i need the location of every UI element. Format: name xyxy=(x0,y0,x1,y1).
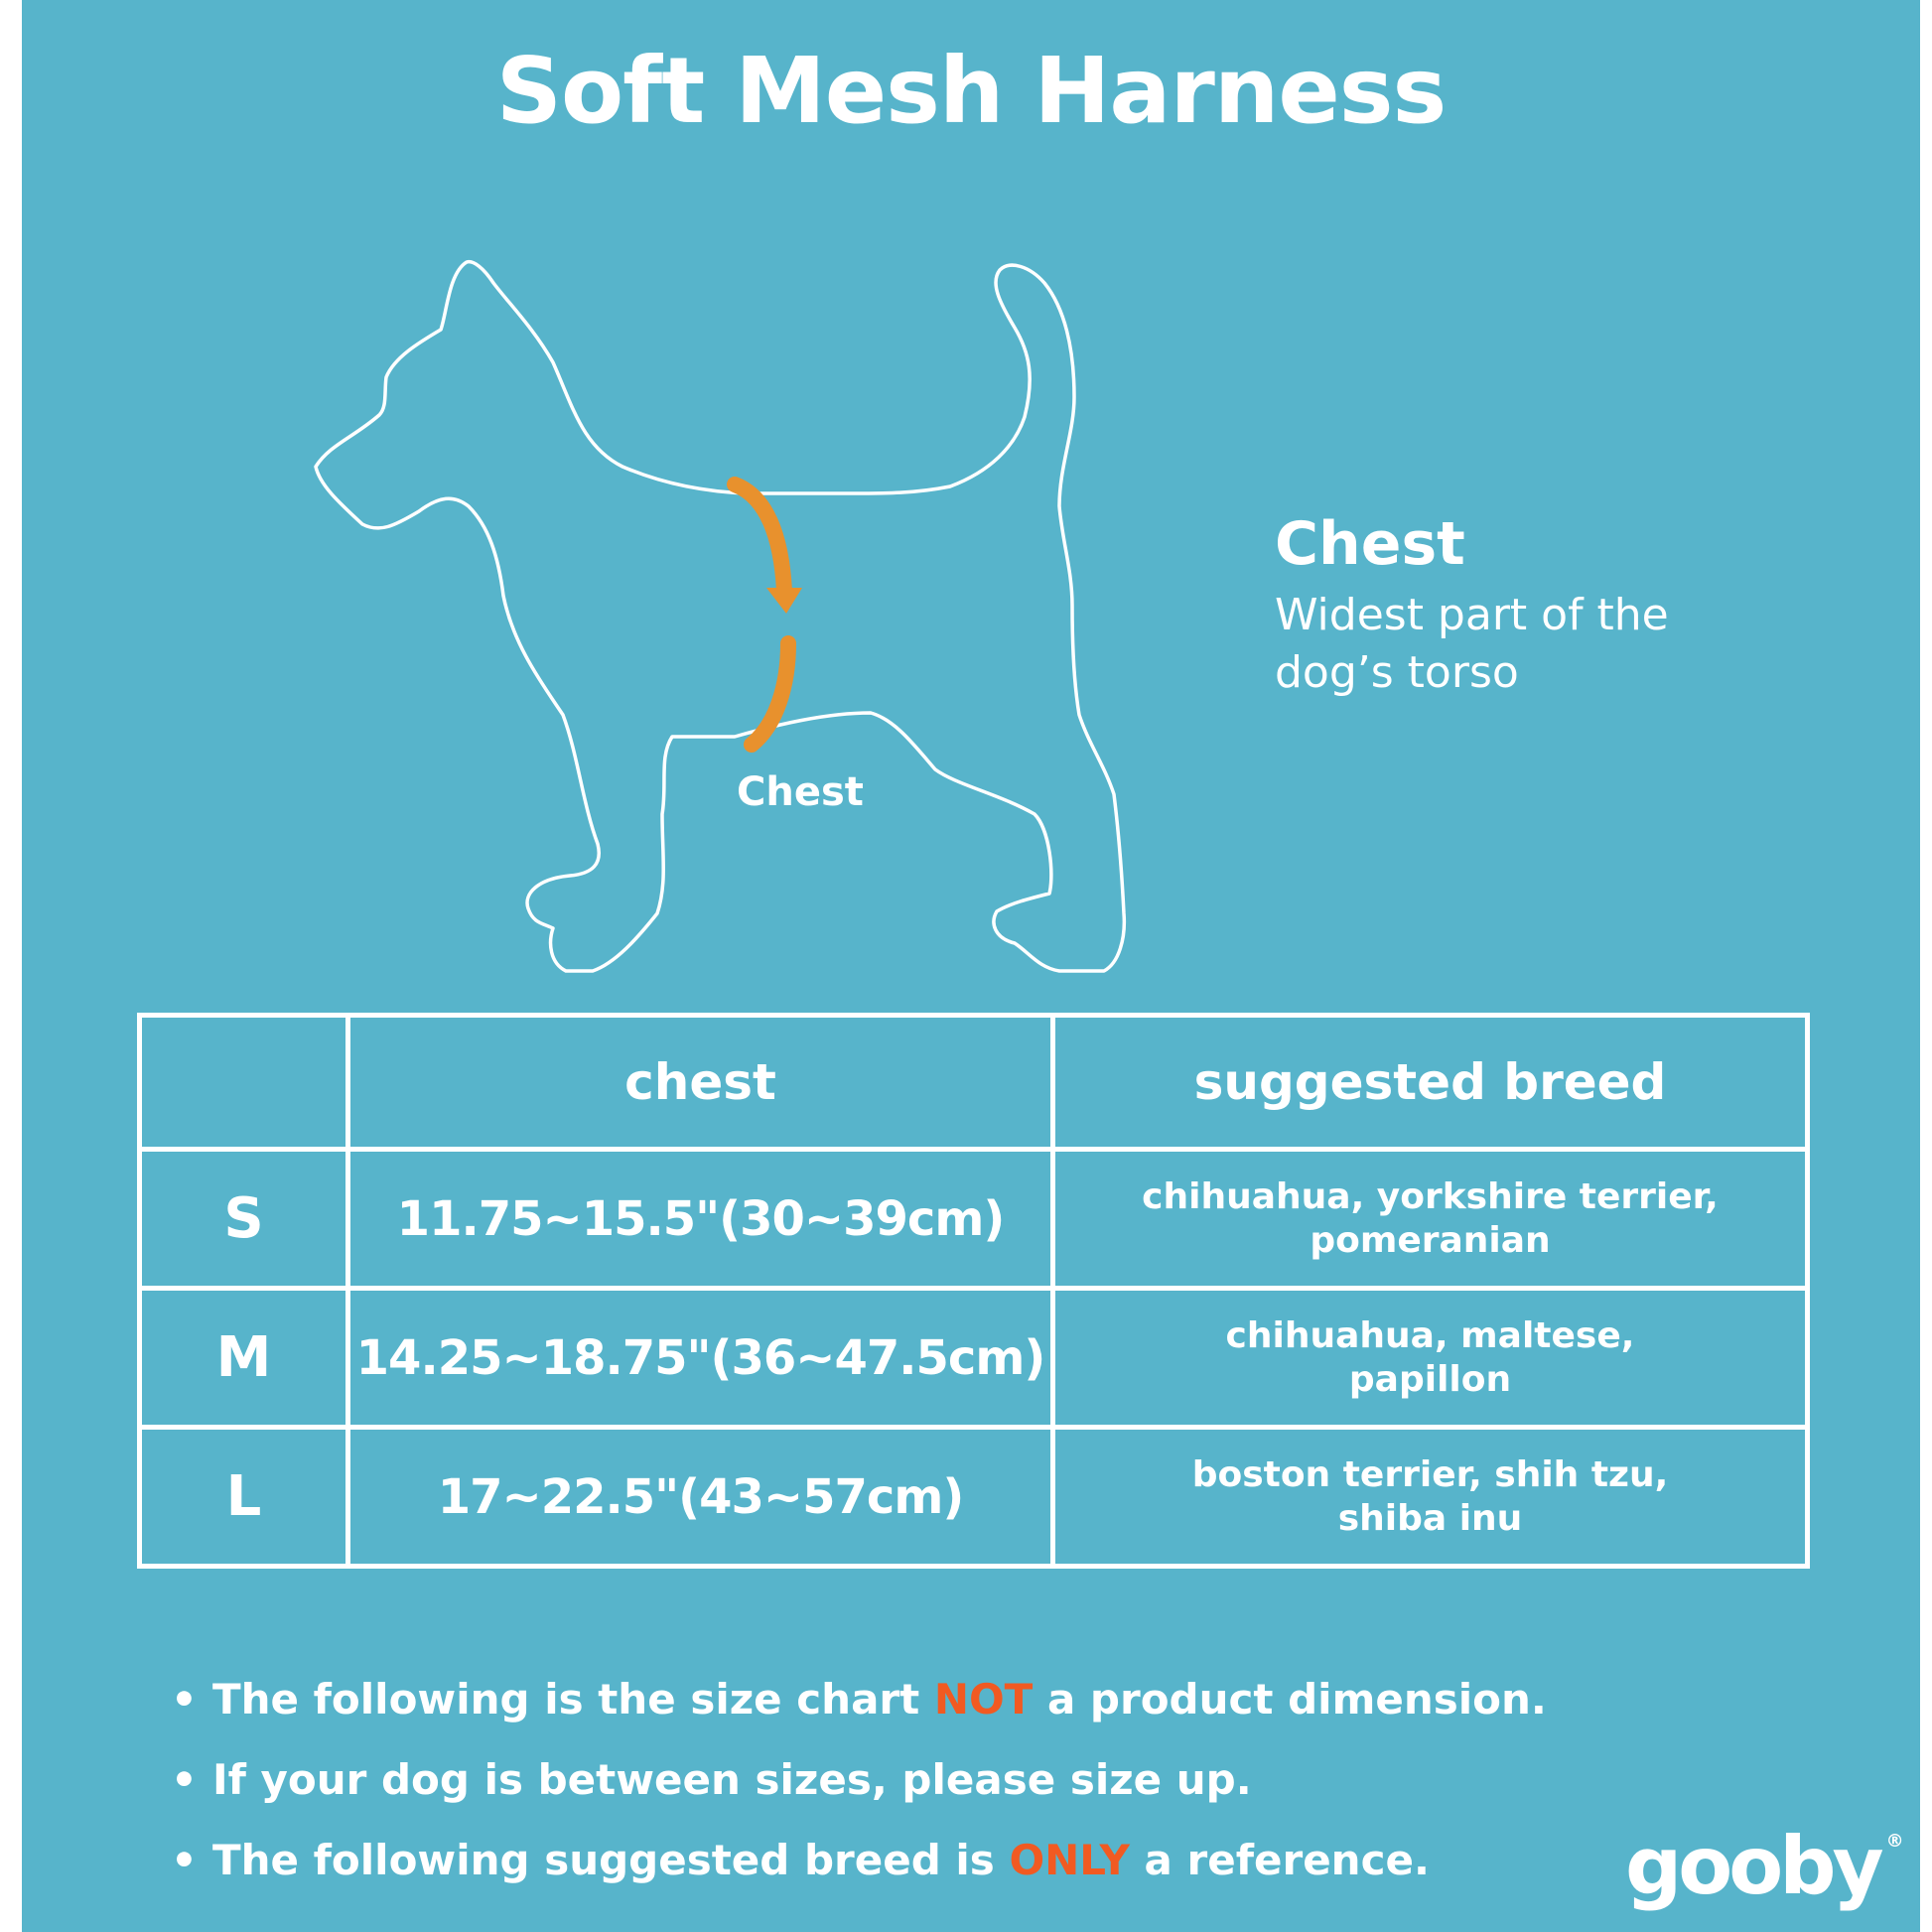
note-text: The following is the size chart xyxy=(212,1675,934,1724)
suggested-breed xyxy=(1053,1428,1808,1567)
note-text: a reference. xyxy=(1129,1836,1430,1884)
measurement-legend xyxy=(1275,511,1831,702)
registered-mark: ® xyxy=(1885,1831,1904,1852)
table-header-row xyxy=(140,1016,1808,1150)
size-label: L xyxy=(140,1428,348,1567)
note-text: a product dimension. xyxy=(1033,1675,1547,1724)
dog-diagram xyxy=(280,238,1154,993)
brand-logo xyxy=(1625,1820,1904,1912)
legend-title: Chest xyxy=(1275,509,1465,579)
note-item xyxy=(171,1829,1547,1909)
header-chest: chest xyxy=(348,1016,1053,1150)
chest-arrow-lower xyxy=(752,643,788,745)
note-text: If your dog is between sizes, please size up. xyxy=(212,1755,1252,1804)
chest-range: 11.75~15.5"(30~39cm) xyxy=(348,1150,1053,1289)
chest-range: 14.25~18.75"(36~47.5cm) xyxy=(348,1289,1053,1428)
note-highlight: NOT xyxy=(933,1675,1034,1724)
sizing-notes xyxy=(171,1668,1547,1909)
legend-description: Widest part of the dog’s torso xyxy=(1275,590,1669,698)
page-title: Soft Mesh Harness xyxy=(495,38,1447,144)
breed-line: chihuahua, maltese, xyxy=(1225,1314,1635,1356)
chest-arrowhead xyxy=(766,588,802,614)
suggested-breed xyxy=(1053,1289,1808,1428)
breed-line: papillon xyxy=(1348,1358,1512,1400)
bullet-icon: • xyxy=(171,1836,198,1884)
size-chart-panel xyxy=(22,0,1920,1932)
size-table xyxy=(137,1013,1810,1569)
brand-name: gooby xyxy=(1625,1820,1880,1912)
breed-line: shiba inu xyxy=(1337,1497,1523,1539)
suggested-breed xyxy=(1053,1150,1808,1289)
dog-outline-path xyxy=(316,262,1124,971)
bullet-icon: • xyxy=(171,1675,198,1724)
breed-line: boston terrier, shih tzu, xyxy=(1191,1453,1669,1495)
diagram-chest-label: Chest xyxy=(737,769,864,815)
chest-arrow-upper xyxy=(735,484,784,591)
note-item xyxy=(171,1668,1547,1748)
size-label: M xyxy=(140,1289,348,1428)
note-text: The following suggested breed is xyxy=(212,1836,1010,1884)
size-label: S xyxy=(140,1150,348,1289)
breed-line: chihuahua, yorkshire terrier, xyxy=(1142,1175,1719,1217)
table-row xyxy=(140,1428,1808,1567)
breed-line: pomeranian xyxy=(1310,1219,1551,1261)
header-suggested-breed: suggested breed xyxy=(1053,1016,1808,1150)
chest-range: 17~22.5"(43~57cm) xyxy=(348,1428,1053,1567)
table-row xyxy=(140,1150,1808,1289)
note-highlight: ONLY xyxy=(1009,1836,1130,1884)
dog-outline-icon xyxy=(280,238,1154,993)
table-row xyxy=(140,1289,1808,1428)
bullet-icon: • xyxy=(171,1755,198,1804)
header-size xyxy=(140,1016,348,1150)
note-item xyxy=(171,1748,1547,1829)
